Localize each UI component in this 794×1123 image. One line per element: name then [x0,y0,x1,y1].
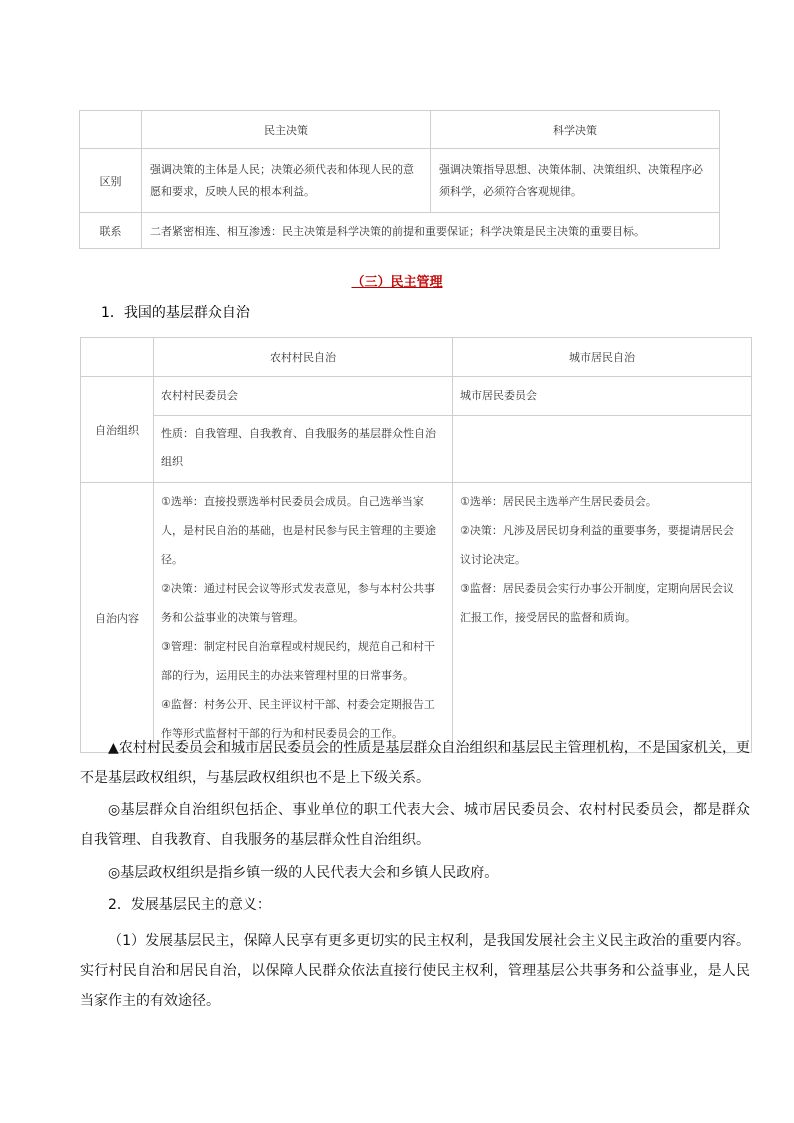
list-item: ②决策：通过村民会议等形式发表意见，参与本村公共事务和公益事业的决策与管理。 [161,582,435,624]
list-item: ④监督：村务公开、民主评议村干部、村委会定期报告工作等形式监督村干部的行为和村民委员会的工作。 [161,698,435,740]
empty-cell [453,416,752,483]
list-item: ②决策：凡涉及居民切身利益的重要事务，要提请居民会议讨论决定。 [460,524,734,566]
table-corner-cell [80,111,142,149]
header-urban: 城市居民自治 [453,338,752,377]
table-row [80,213,720,249]
header-rural: 农村村民自治 [154,338,453,377]
list-item: ③监督：居民委员会实行办事公开制度，定期向居民会议汇报工作，接受居民的监督和质询。 [460,582,734,624]
row-label-relation: 联系 [80,213,142,249]
list-item: ①选举：居民民主选举产生居民委员会。 [460,495,657,508]
subheading-significance: 2．发展基层民主的意义： [108,897,271,913]
table-row [80,149,720,213]
content-urban-cell [453,483,752,753]
note-autonomy-organizations: ◎基层群众自治组织包括企、事业单位的职工代表大会、城市居民委员会、农村村民委员会，都是群众自我管理、自我教育、自我服务的基层群众性自治组织。 [80,802,750,848]
content-rural-cell [154,483,453,753]
table-row [81,416,752,483]
decision-comparison-table [79,110,720,249]
diff-scientific-cell: 强调决策指导思想、决策体制、决策组织、决策程序必须科学，必须符合客观规律。 [431,149,720,213]
header-democratic: 民主决策 [142,111,431,149]
row-label-content: 自治内容 [81,483,154,753]
table-corner-cell [81,338,154,377]
paragraph-significance-1: （1）发展基层民主，保障人民享有更多更切实的民主权利，是我国发展社会主义民主政治的重要内容。实行村民自治和居民自治，以保障人民群众依法直接行使民主权利，管理基层公共事务和公益事业，是人民当家作主的有效途径。 [80,933,750,1009]
org-rural-cell: 农村村民委员会 [154,377,453,416]
table-row [81,483,752,753]
org-urban-cell: 城市居民委员会 [453,377,752,416]
table-row [80,111,720,149]
diff-democratic-cell: 强调决策的主体是人民；决策必须代表和体现人民的意愿和要求，反映人民的根本利益。 [142,149,431,213]
section-heading: （三）民主管理 [351,275,443,290]
subheading-grassroots-autonomy: 1．我国的基层群众自治 [101,305,250,321]
row-label-organization: 自治组织 [81,377,154,483]
note-committee-nature: ▲农村村民委员会和城市居民委员会的性质是基层群众自治组织和基层民主管理机构，不是国家机关，更不是基层政权组织，与基层政权组织也不是上下级关系。 [80,740,750,786]
org-nature-cell: 性质：自我管理、自我教育、自我服务的基层群众性自治组织 [154,416,453,483]
header-scientific: 科学决策 [431,111,720,149]
list-item: ③管理：制定村民自治章程或村规民约，规范自己和村干部的行为，运用民主的办法来管理村里的日常事务。 [161,640,435,682]
table-row [81,377,752,416]
note-grassroots-power: ◎基层政权组织是指乡镇一级的人民代表大会和乡镇人民政府。 [108,865,499,881]
table-row [81,338,752,377]
row-label-difference: 区别 [80,149,142,213]
relation-cell: 二者紧密相连、相互渗透：民主决策是科学决策的前提和重要保证；科学决策是民主决策的重要目标。 [142,213,720,249]
list-item: ①选举：直接投票选举村民委员会成员。自己选举当家人，是村民自治的基础，也是村民参与民主管理的主要途径。 [161,495,436,566]
autonomy-table [80,337,752,753]
